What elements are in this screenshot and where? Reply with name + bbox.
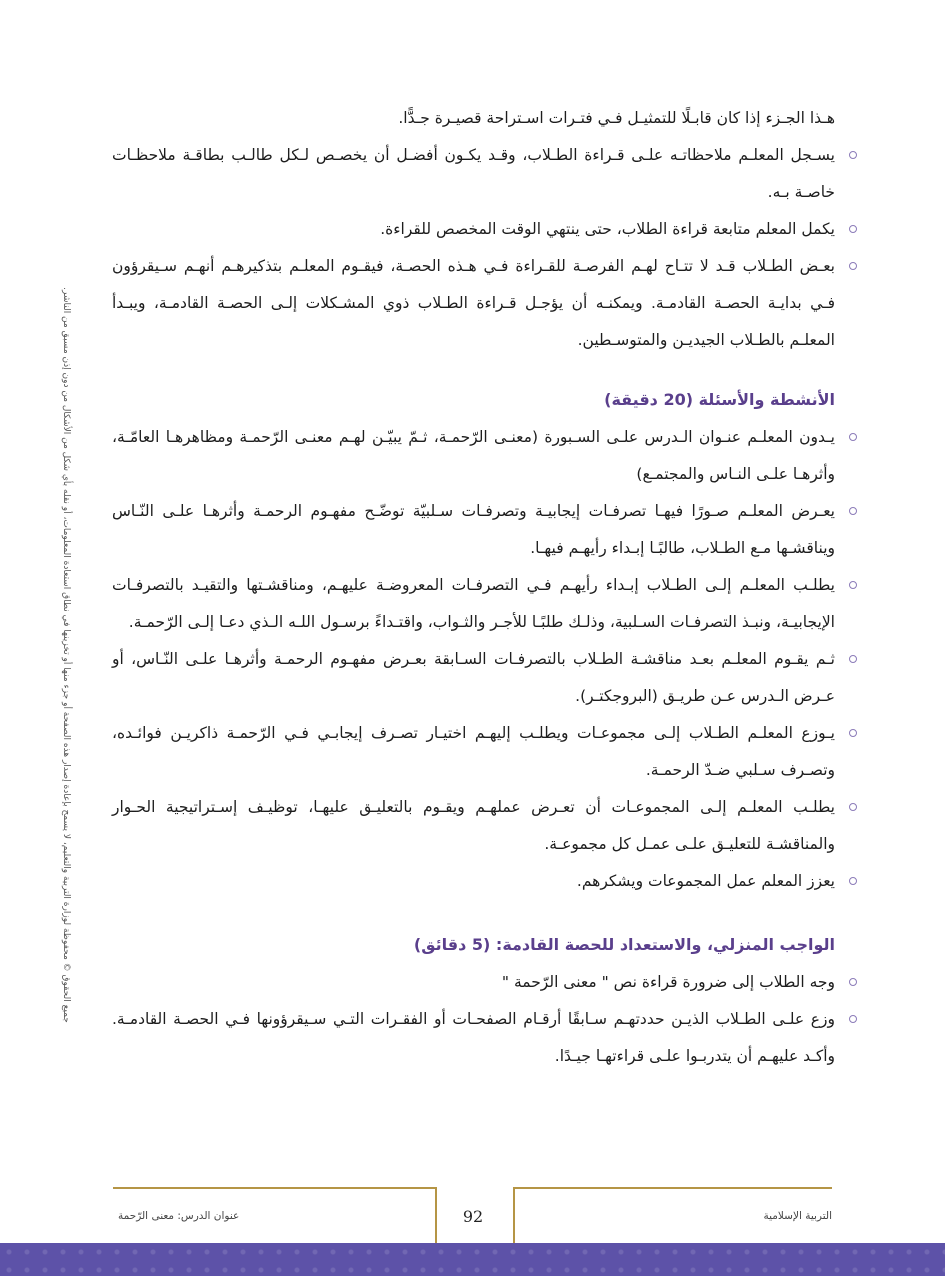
bullet-icon bbox=[849, 151, 857, 159]
list-item-text: يسـجل المعلـم ملاحظاتـه علـى قـراءة الطـلاب، وقـد يكـون أفضـل أن يخصـص لـكل طالـب بطاقـة ملاحظـات خاصـة بـه. bbox=[112, 146, 835, 201]
list-item-text: وجه الطلاب إلى ضرورة قراءة نص " معنى الرّحمة " bbox=[501, 973, 835, 991]
list-item-text: يعـرض المعلـم صـورًا فيهـا تصرفـات إيجابيـة وتصرفـات سـلبيّة توضّـح مفهـوم الرحمـة وأثرهـا علـى النّـاس ويناقشـها مـع الطـلاب، طالبًـا إبـداء رأيهـم فيهـا. bbox=[112, 502, 835, 557]
list-item-text: يـوزع المعلـم الطـلاب إلـى مجموعـات ويطلـب إليهـم اختيـار تصـرف إيجابـي فـي الرّحمـة ذاكريـن فوائـده، وتصـرف سـلبي ضـدّ الرحمـة. bbox=[112, 724, 835, 779]
bullet-icon bbox=[849, 433, 857, 441]
list-item bbox=[112, 789, 835, 863]
page-number: 92 bbox=[462, 1207, 484, 1226]
bullet-icon bbox=[849, 877, 857, 885]
list-item-text: يكمل المعلم متابعة قراءة الطلاب، حتى ينتهي الوقت المخصص للقراءة. bbox=[380, 220, 835, 238]
list-item bbox=[112, 211, 835, 248]
activities-list bbox=[112, 419, 835, 900]
homework-heading: الواجب المنزلي، والاستعداد للحصة القادمة: (5 دقائق) bbox=[413, 935, 835, 954]
list-item-text: ثـم يقـوم المعلـم بعـد مناقشـة الطـلاب بالتصرفـات السـابقة بعـرض مفهـوم الرحمـة وأثرهـا علـى النّـاس، أو عـرض الـدرس عـن طريـق (البروجكتـر). bbox=[112, 650, 835, 705]
list-item bbox=[112, 567, 835, 641]
list-item bbox=[112, 248, 835, 359]
list-item-text: بعـض الطـلاب قـد لا تتـاح لهـم الفرصـة للقـراءة فـي هـذه الحصـة، فيقـوم المعلـم بتذكيرهـم أنهـم سـيقرؤون فـي بدايـة الحصـة القادمـة. ويمكنـه أن يؤجـل قـراءة الطـلاب ذوي المشـكلات إلـى الحصـة القادمـة، ويبـدأ المعلـم بالطـلاب الجيديـن والمتوسـطين. bbox=[112, 257, 835, 349]
bullet-icon bbox=[849, 655, 857, 663]
list-item bbox=[112, 419, 835, 493]
section1-list bbox=[112, 137, 835, 359]
bullet-icon bbox=[849, 803, 857, 811]
homework-list bbox=[112, 964, 835, 1075]
bullet-icon bbox=[849, 507, 857, 515]
list-item-text: يـدون المعلـم عنـوان الـدرس علـى السـبورة (معنـى الرّحمـة، ثـمّ يبيّـن لهـم معنـى الرّحمـة ومظاهرهـا العامّـة، وأثرهـا علـى النـاس والمجتمـع) bbox=[112, 428, 835, 483]
bullet-icon bbox=[849, 262, 857, 270]
list-item bbox=[112, 493, 835, 567]
copyright-side-note bbox=[55, 287, 77, 1023]
activities-heading: الأنشطة والأسئلة (20 دقيقة) bbox=[604, 390, 835, 409]
list-item bbox=[112, 1001, 835, 1075]
list-item-text: يطلـب المعلـم إلـى الطـلاب إبـداء رأيهـم فـي التصرفـات المعروضـة عليهـم، ومناقشـتها والتقيـد بالتصرفـات الإيجابيـة، ونبـذ التصرفـات السـلبية، وذلـك طلبًـا للأجـر والثـواب، واقتـداءً برسـول اللـه الـذي دعـا إلـى الرّحمـة. bbox=[112, 576, 835, 631]
bullet-icon bbox=[849, 978, 857, 986]
list-item-text: وزع علـى الطـلاب الذيـن حددتهـم سـابقًا أرقـام الصفحـات أو الفقـرات التـي سـيقرؤونها فـي الحصـة القادمـة. وأكـد عليهـم أن يتدربـوا علـى قراءتهـا جيـدًا. bbox=[112, 1010, 835, 1065]
list-item-text: يطلـب المعلـم إلـى المجموعـات أن تعـرض عملهـم ويقـوم بالتعليـق عليهـا، توظيـف إسـتراتيجية الحـوار والمناقشـة للتعليـق علـى عمـل كل مجموعـة. bbox=[112, 798, 835, 853]
decorative-bottom-band bbox=[0, 1243, 945, 1276]
list-item-text: يعزز المعلم عمل المجموعات ويشكرهم. bbox=[576, 872, 835, 890]
list-item bbox=[112, 715, 835, 789]
bullet-icon bbox=[849, 581, 857, 589]
list-item bbox=[112, 863, 835, 900]
bullet-icon bbox=[849, 225, 857, 233]
footer-lesson-title: عنوان الدرس: معنى الرّحمة bbox=[118, 1210, 240, 1222]
page-content bbox=[112, 100, 835, 1075]
footer-subject: التربية الإسلامية bbox=[763, 1210, 832, 1222]
list-item bbox=[112, 137, 835, 211]
intro-line: هـذا الجـزء إذا كان قابـلًا للتمثيـل فـي فتـرات اسـتراحة قصيـرة جـدًّا. bbox=[398, 109, 835, 127]
list-item bbox=[112, 964, 835, 1001]
list-item bbox=[112, 641, 835, 715]
bullet-icon bbox=[849, 1015, 857, 1023]
bullet-icon bbox=[849, 729, 857, 737]
copyright-text: جميع الحقوق © محفوظة لوزارة التربية والتعليم، لا يسمح بإعادة إصدار هذه الصفحة أو جزء منها أو تخزينها في نطاق استعادة المعلومات، أو نقله بأي شكل من الأشكال من دون إذن مسبق من الناشر. bbox=[61, 287, 71, 1023]
